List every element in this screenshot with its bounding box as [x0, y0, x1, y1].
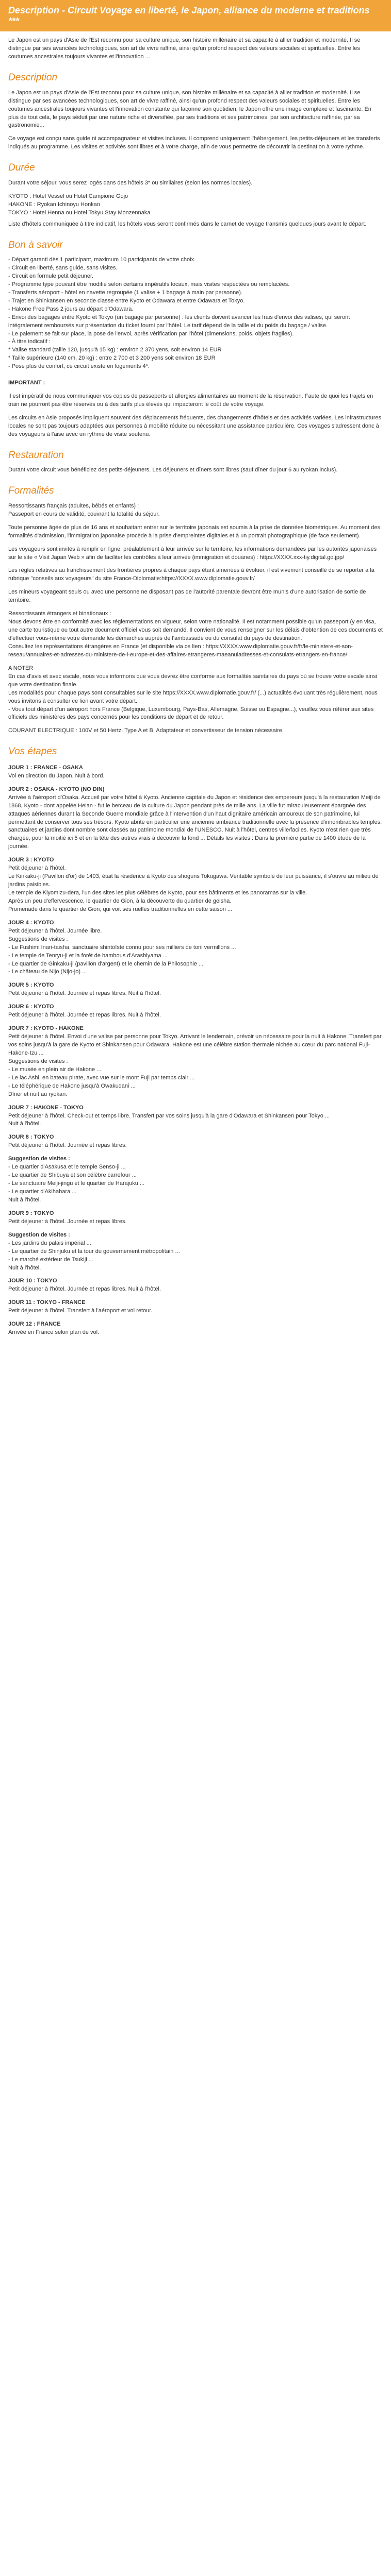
day-block	[8, 1320, 383, 1337]
list-item: - Départ garanti dès 1 participant, maximum 10 participants de votre choix.	[8, 257, 196, 263]
day-title: JOUR 4 : KYOTO	[8, 919, 54, 926]
intro-paragraph: Le Japon est un pays d'Asie de l'Est reconnu pour sa culture unique, son histoire millénaire et sa capacité à allier tradition et modernité. Il se distingue par ses avancées technologiques, son art de vivre raffiné, ainsi qu'un profond respect des valeurs sociales et spirituelles. Entre les coutumes ancestrales toujours vivantes et l'innovation ...	[8, 37, 361, 60]
day-line: Petit déjeuner à l'hôtel. Check-out et temps libre. Transfert par vos soins jusqu'à la gare d'Odawara et Shinkansen pour Tokyo ...	[8, 1112, 330, 1119]
description-paragraph-1: Le Japon est un pays d'Asie de l'Est reconnu pour sa culture unique, son histoire millénaire et sa capacité à allier tradition et modernité. Il se distingue par ses avancées technologiques, son art de vivre raffiné, ainsi qu'un profond respect des valeurs sociales et spirituelles. Entre les coutumes ancestrales toujours vivantes et l'innovation constante qui façonne son quotidien, le Japon offre une image complexe et fascinante. En plus de tout cela, le pays séduit par une nature riche et diversifiée, par ses traditions et ses patrimoines, par son architecture raffinée, par sa gastronomie...	[8, 89, 371, 129]
list-item: - Programme type pouvant être modifié selon certains impératifs locaux, mais visites respectées ou remplacées.	[8, 281, 290, 287]
day-block	[8, 1231, 383, 1273]
good-to-know-list	[8, 256, 383, 371]
day-title: JOUR 7 : KYOTO - HAKONE	[8, 1025, 84, 1032]
day-line: - Le temple de Tenryu-ji et la forêt de bambous d'Arashiyama ...	[8, 952, 168, 959]
duration-paragraph: Durant votre séjour, vous serez logés dans des hôtels 3* ou similaires (selon les normes locales).	[8, 179, 253, 186]
day-line: Arrivée en France selon plan de vol.	[8, 1329, 100, 1336]
steps-section	[0, 744, 391, 1352]
notes-paragraph-2: COURANT ELECTRIQUE : 100V et 50 Hertz. Type A et B. Adaptateur et convertisseur de tension nécessaire.	[8, 727, 284, 734]
notes-paragraph-1: A NOTER En cas d'avis et avec escale, nous vous informons que vous devrez être conforme aux formalités sanitaires du pays où se trouve votre escale ainsi que votre destination finale. Les modalités pour chaque pays sont consultables sur le site https://XXXX.www.diplomatie.gouv.fr/ (...) actualités évoluant très régulièrement, nous vous invitons à consulter ce lien avant votre départ. - Vous tout départ d'un aéroport hors France (Belgique, Luxembourg, Pays-Bas, Allemagne, Suisse ou Espagne...), veuillez vous référer aux sites officiels des ministères des pays concernés pour les conditions de départ et de retour.	[8, 665, 378, 721]
day-line: - Le quartier de Ginkaku-ji (pavillon d'argent) et le chemin de la Philosophie ...	[8, 960, 204, 967]
day-block	[8, 1210, 383, 1226]
formalities-paragraph-5: Les mineurs voyageant seuls ou avec une personne ne disposant pas de l'autorité parentale devront être munis d'une autorisation de sortie de territoire.	[8, 589, 366, 604]
important-title: IMPORTANT :	[8, 380, 45, 386]
day-block	[8, 764, 383, 781]
day-line: - Le marché extérieur de Tsukiji ...	[8, 1256, 93, 1263]
day-block	[8, 981, 383, 998]
restauration-title: Restauration	[8, 449, 64, 461]
list-item: - Transferts aéroport - hôtel en navette regroupée (1 valise + 1 bagage à main par personne).	[8, 289, 243, 296]
day-line: Petit déjeuner à l'hôtel. Journée et repas libres.	[8, 1218, 127, 1225]
day-block	[8, 1104, 383, 1129]
day-block	[8, 1133, 383, 1150]
formalities-paragraph-1: Ressortissants français (adultes, bébés et enfants) : Passeport en cours de validité, couvrant la totalité du séjour.	[8, 502, 160, 517]
day-line: Petit déjeuner à l'hôtel.	[8, 865, 66, 872]
day-title: Suggestion de visites :	[8, 1231, 70, 1238]
important-paragraph-1: Il est impératif de nous communiquer vos copies de passeports et allergies alimentaires au moment de la réservation. Faute de quoi les trajets en train ne pourront pas être réservés ou à des tarifs plus élevés qui impacteront le coût de votre voyage.	[8, 393, 373, 408]
day-line: - Le Fushimi Inari-taisha, sanctuaire shintoïste connu pour ses milliers de torii vermillons ...	[8, 944, 236, 951]
day-title: JOUR 11 : TOKYO - FRANCE	[8, 1299, 86, 1306]
day-line: - Le musée en plein air de Hakone ...	[8, 1066, 102, 1073]
restauration-paragraph: Durant votre circuit vous bénéficiez des petits-déjeuners. Les déjeuners et dîners sont libres (sauf dîner du jour 6 au ryokan inclus).	[8, 467, 338, 473]
description-paragraph-2: Ce voyage est conçu sans guide ni accompagnateur et visites incluses. Il comprend uniquement l'hébergement, les petits-déjeuners et les transferts indiqués au programme. Les visites et activités sont libres et à votre charge, afin de vous permettre de découvrir la destination à votre rythme.	[8, 135, 380, 150]
good-to-know-section	[0, 238, 391, 439]
day-block	[8, 1277, 383, 1294]
day-line: Nuit à l'hôtel.	[8, 1196, 41, 1203]
formalities-paragraph-2: Toute personne âgée de plus de 16 ans et souhaitant entrer sur le territoire japonais est soumis à la prise de données biométriques. Au moment des formalités d'admission, l'immigration japonaise procède à la prise d'empreintes digitales et à un portrait photographique (de face seulement).	[8, 524, 380, 539]
day-line: Suggestions de visites :	[8, 936, 68, 942]
day-block	[8, 856, 383, 914]
day-title: JOUR 6 : KYOTO	[8, 1004, 54, 1010]
day-title: JOUR 8 : TOKYO	[8, 1134, 54, 1141]
day-line: Le Kinkaku-ji (Pavillon d'or) de 1403, était la résidence à Kyoto des shoguns Tokugawa. Véritable symbole de leur puissance, il s'ouvre au milieu de jardins paisibles.	[8, 873, 379, 888]
hotel-line: KYOTO : Hotel Vessel ou Hotel Campione Gojo	[8, 193, 128, 199]
page-title: Description - Circuit Voyage en liberté, le Japon, alliance du moderne et traditions ***	[0, 0, 391, 31]
day-title: JOUR 3 : KYOTO	[8, 857, 54, 863]
duration-title: Durée	[8, 162, 35, 174]
list-item: * Valise standard (taille 120, jusqu'à 15 kg) : environ 2 370 yens, soit environ 14 EUR	[8, 347, 222, 353]
day-line: - Le quartier de Shinjuku et la tour du gouvernement métropolitain ...	[8, 1248, 180, 1255]
hotel-line: TOKYO : Hotel Henna ou Hotel Tokyu Stay Monzennaka	[8, 209, 151, 216]
day-line: Vol en direction du Japon. Nuit à bord.	[8, 772, 105, 779]
good-to-know-title: Bon à savoir	[8, 239, 63, 250]
day-block	[8, 786, 383, 852]
important-paragraph-2: Les circuits en Asie proposés impliquent souvent des déplacements fréquents, des changements d'hôtels et des activités variées. Les infrastructures locales ne sont pas toujours adaptées aux personnes à mobilité réduite ou nécessitant une assistance particulière. Ces voyages s'adressent donc à des voyageurs à l'aise avec un rythme de visite soutenu.	[8, 415, 381, 437]
description-section	[0, 71, 391, 151]
day-line: Promenade dans le quartier de Gion, qui voit ses ruelles traditionnelles en cette saison ...	[8, 906, 233, 912]
day-line: - Le château de Nijo (Nijo-jo) ...	[8, 969, 87, 975]
day-line: Nuit à l'hôtel.	[8, 1264, 41, 1271]
restauration-section	[0, 448, 391, 474]
list-item: - Hakone Free Pass 2 jours au départ d'Odawara.	[8, 306, 134, 312]
day-line: - Le lac Ashi, en bateau pirate, avec vue sur le mont Fuji par temps clair ...	[8, 1074, 195, 1081]
day-title: JOUR 5 : KYOTO	[8, 982, 54, 989]
day-block	[8, 1003, 383, 1020]
list-item: - À titre indicatif :	[8, 338, 51, 345]
formalities-paragraph-3: Les voyageurs sont invités à remplir en ligne, préalablement à leur arrivée sur le territoire, les informations demandées par les autorités japonaises sur le site « Visit Japan Web » afin de faciliter les contrôles à leur arrivée (immigration et douanes) : https://XXXX.xxx-tiy.digital.go.jpp/	[8, 546, 377, 561]
day-line: - Les jardins du palais impérial ...	[8, 1240, 91, 1246]
day-title: JOUR 1 : FRANCE - OSAKA	[8, 764, 83, 771]
intro-section	[0, 37, 391, 61]
list-item: - Circuit en liberté, sans guide, sans visites.	[8, 265, 118, 272]
day-block	[8, 1025, 383, 1098]
day-title: JOUR 7 : HAKONE - TOKYO	[8, 1104, 84, 1111]
formalities-title: Formalités	[8, 485, 54, 497]
duration-section	[0, 161, 391, 228]
day-line: Petit déjeuner à l'hôtel. Journée libre.	[8, 927, 102, 934]
list-item: - Le paiement se fait sur place, la pose de l'envoi, après vérification par l'hôtel (dimensions, poids, objets fragiles).	[8, 330, 294, 337]
day-line: Nuit à l'hôtel.	[8, 1121, 41, 1127]
description-title: Description	[8, 72, 58, 83]
day-line: - Le quartier d'Akihabara ...	[8, 1189, 77, 1195]
day-block	[8, 1299, 383, 1315]
day-line: Petit déjeuner à l'hôtel. Journée et repas libres. Nuit à l'hôtel.	[8, 1012, 161, 1019]
formalities-section	[0, 484, 391, 735]
day-block	[8, 1155, 383, 1205]
day-line: Arrivée à l'aéroport d'Osaka. Accueil par votre hôtel à Kyoto. Ancienne capitale du Japon et résidence des empereurs jusqu'à la restauration Meiji de 1868, Kyoto - dont appelée Heian - fut le berceau de la culture du Japon pendant près de mille ans. La ville fut miraculeusement épargnée des attaques aériennes durant la Seconde Guerre mondiale grâce à l'intervention d'un haut dignitaire américain amoureux de son patrimoine, lui permettant de conserver tous ses trésors. Kyoto abrite en particulier une ancienne ambiance traditionnelle avec la présence d'innombrables temples, sanctuaires et jardins dont nombre sont classés au patrimoine mondial de l'UNESCO. Nuit à l'hôtel, centres ville/faciles. Kyoto n'est rien que très chargée, pour la moitié ici 5 et en la tête des autres vrais à découvrir la fond ... Détails les visites : Dans la première partie de 1400 étude de la journée.	[8, 794, 382, 850]
day-block	[8, 919, 383, 977]
list-item: * Taille supérieure (140 cm, 20 kg) : entre 2 700 et 3 200 yens soit environ 18 EUR	[8, 355, 216, 362]
day-title: JOUR 9 : TOKYO	[8, 1210, 54, 1216]
day-line: - Le quartier d'Asakusa et le temple Senso-ji ...	[8, 1164, 126, 1171]
day-line: Petit déjeuner à l'hôtel. Envoi d'une valise par personne pour Tokyo. Arrivant le lendemain, prévoir un nécessaire pour la nuit à Hakone. Transfert par vos soins jusqu'à la gare de Kyoto et Shinkansen pour Odawara. Hakone est une célèbre station thermale nichée au cœur du parc national Fuji-Hakone-Izu ...	[8, 1033, 382, 1056]
day-title: Suggestion de visites :	[8, 1156, 70, 1162]
hotels-list	[8, 193, 383, 229]
formalities-paragraph-4: Les règles relatives au franchissement des frontières propres à chaque pays étant amenées à évoluer, il est vivement conseillé de se reporter à la rubrique "conseils aux voyageurs" du site France-Diplomatie:https://XXXX.www.diplomatie.gouv.fr/	[8, 567, 374, 582]
hotel-note: Liste d'hôtels communiquée à titre indicatif, les hôtels vous seront confirmés dans le carnet de voyage transmis quelques jours avant le départ.	[8, 221, 367, 227]
day-line: Après un peu d'effervescence, le quartier de Gion, à la découverte du quartier de geisha.	[8, 897, 232, 904]
hotel-line: HAKONE : Ryokan Ichinoyu Honkan	[8, 201, 100, 208]
day-line: Suggestions de visites :	[8, 1058, 68, 1064]
day-line: Petit déjeuner à l'hôtel. Journée et repas libres. Nuit à l'hôtel.	[8, 1286, 161, 1293]
day-line: Petit déjeuner à l'hôtel. Journée et repas libres. Nuit à l'hôtel.	[8, 990, 161, 997]
list-item: - Circuit en formule petit déjeuner.	[8, 273, 94, 279]
day-line: Petit déjeuner à l'hôtel. Journée et repas libres.	[8, 1142, 127, 1149]
day-line: - Le quartier de Shibuya et son célèbre carrefour ...	[8, 1172, 137, 1179]
day-title: JOUR 2 : OSAKA - KYOTO (NO DIN)	[8, 786, 105, 792]
steps-title: Vos étapes	[8, 746, 57, 757]
day-line: Petit déjeuner à l'hôtel. Transfert à l'aéroport et vol retour.	[8, 1308, 153, 1314]
day-line: Dîner et nuit au ryokan.	[8, 1091, 68, 1097]
day-title: JOUR 10 : TOKYO	[8, 1278, 57, 1284]
day-line: - Le téléphérique de Hakone jusqu'à Owakudani ...	[8, 1082, 136, 1089]
formalities-paragraph-6: Ressortissants étrangers et binationaux : Nous devons être en conformité avec les réglementations en vigueur, selon votre nationalité. Il est notamment possible qu'un passeport (y en visa, une carte touristique ou tout autre document officiel vous soit demandé. Il convient de vous renseigner sur les délais d'obtention de ces documents et d'effectuer vous-même votre demande les démarches auprès de l'ambassade ou du consulat du pays de destination. Consultez les représentations étrangères en France (et disponible via ce lien : https://XXXX.www.diplomatie.gouv.fr/fr/le-ministere-et-son-reseau/annuaires-et-adresses-du-ministere-de-l-europe-et-des-affaires-etrangeres-maeanuladresses-et-consulats-etrangers-en-france/	[8, 611, 383, 658]
list-item: - Pose plus de confort, ce circuit existe en logements 4*.	[8, 363, 150, 370]
list-item: - Trajet en Shinkansen en seconde classe entre Kyoto et Odawara et entre Odawara et Tokyo.	[8, 297, 245, 304]
day-title: JOUR 12 : FRANCE	[8, 1321, 61, 1328]
list-item: - Envoi des bagages entre Kyoto et Tokyo (un bagage par personne) : les clients doivent avancer les frais d'envoi des valises, qui seront intégralement remboursés sur présentation du ticket fourni par l'hôtel. Le tarif dépend de la taille et du poids du bagage / valise.	[8, 314, 350, 329]
day-line: Le temple de Kiyomizu-dera, l'un des sites les plus célèbres de Kyoto, pour ses bâtiments et les panoramas sur la ville.	[8, 890, 307, 896]
day-line: - Le sanctuaire Meiji-jingu et le quartier de Harajuku ...	[8, 1180, 145, 1187]
